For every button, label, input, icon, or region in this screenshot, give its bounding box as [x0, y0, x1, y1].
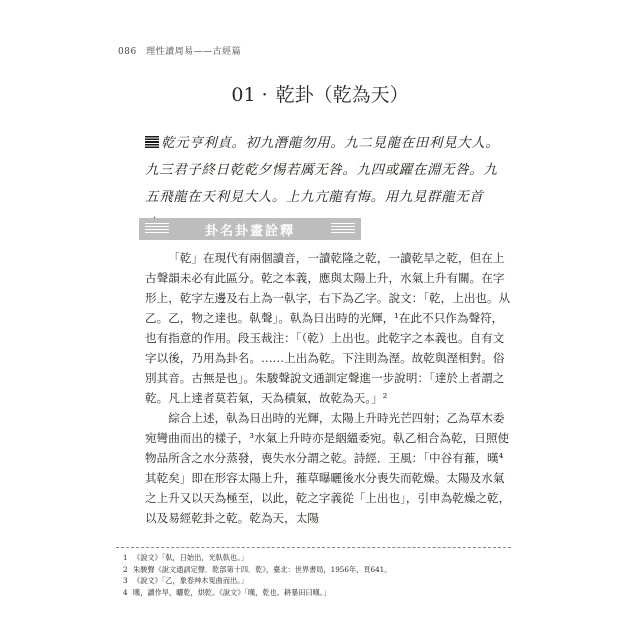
running-header	[118, 44, 241, 57]
footnote-text: 《說文》「倝，日始出，光倝倝也。」	[133, 553, 248, 562]
footnote-rule	[116, 547, 511, 548]
running-title: 理性讀周易——古經篇	[146, 47, 242, 57]
banner-stripe-right	[331, 223, 355, 235]
footnotes	[123, 552, 513, 598]
footnote-text: 《說文》「乙，象春艸木冤曲而出。」	[133, 576, 248, 585]
page-number: 086	[118, 47, 137, 57]
footnote-text: 暵，讀作旱，曬乾，烘乾。《說文》「暵，乾也。耕暴田曰暵。」	[133, 587, 331, 597]
footnote-item	[123, 564, 513, 576]
section-title: 卦名卦畫詮釋	[204, 224, 295, 239]
commentary-body	[145, 248, 512, 528]
footnote-item	[123, 575, 513, 587]
chapter-number: 01 ·	[231, 84, 268, 106]
footnote-number: 4	[123, 587, 128, 597]
footnote-text: 朱駿聲《說文通訓定聲．乾部第十四．乾》，臺北：世界書局，1956年，頁641。	[133, 564, 392, 574]
footnote-number: 2	[123, 564, 128, 574]
footnote-number: 3	[123, 576, 128, 585]
paragraph: 綜合上述，倝為日出時的光輝，太陽上升時光芒四射；乙為草木委宛彎曲而出的樣子，³水氣上升時亦是絪縕委宛。倝乙相合為乾，日照使物品所含之水分蒸發，喪失水分謂之乾。詩經．王風：「中谷有蓷，暵⁴其乾矣」即在形容太陽上升，蓷草曝曬後水分喪失而乾燥。太陽及水氣之上升又以天為極至，以此，乾之字義從「上出也」，引申為乾燥之乾，以及易經乾卦之乾。乾為天，太陽	[145, 411, 511, 525]
section-banner	[139, 218, 361, 240]
footnote-item	[123, 587, 513, 599]
verse-text: 乾元亨利貞。初九潛龍勿用。九二見龍在田利見大人。九三君子終日乾乾夕惕若厲无咎。九四或躍在淵无咎。九五飛龍在天利見大人。上九亢龍有悔。用九見群龍无首	[145, 135, 500, 205]
paragraph: 「乾」在現代有兩個讀音，一讀乾隆之乾，一讀乾旱之乾，但在上古聲韻未必有此區分。乾之本義，應與太陽上升，水氣上升有關。在字形上，乾字左邊及右上為一倝字，右下為乙字。說文：「乾，上出也。从乙。乙，物之達也。倝聲」。倝為日出時的光輝，¹在此不只作為聲符，也有指意的作用。段玉裁注：「（乾）上出也。此乾字之本義也。自有文字以後，乃用為卦名。……上出為乾。下注則為溼。故乾與溼相對。俗別其音。古無是也」。朱駿聲說文通訓定聲進一步說明：「達於上者謂之乾。凡上達者莫若氣，天為積氣，故乾為天。」²	[145, 251, 511, 405]
footnote-item	[123, 552, 513, 564]
chapter-title: 乾卦（乾為天）	[275, 84, 409, 106]
chapter-heading	[0, 80, 640, 107]
qian-hexagram-icon	[145, 136, 159, 148]
footnote-number: 1	[123, 553, 128, 562]
